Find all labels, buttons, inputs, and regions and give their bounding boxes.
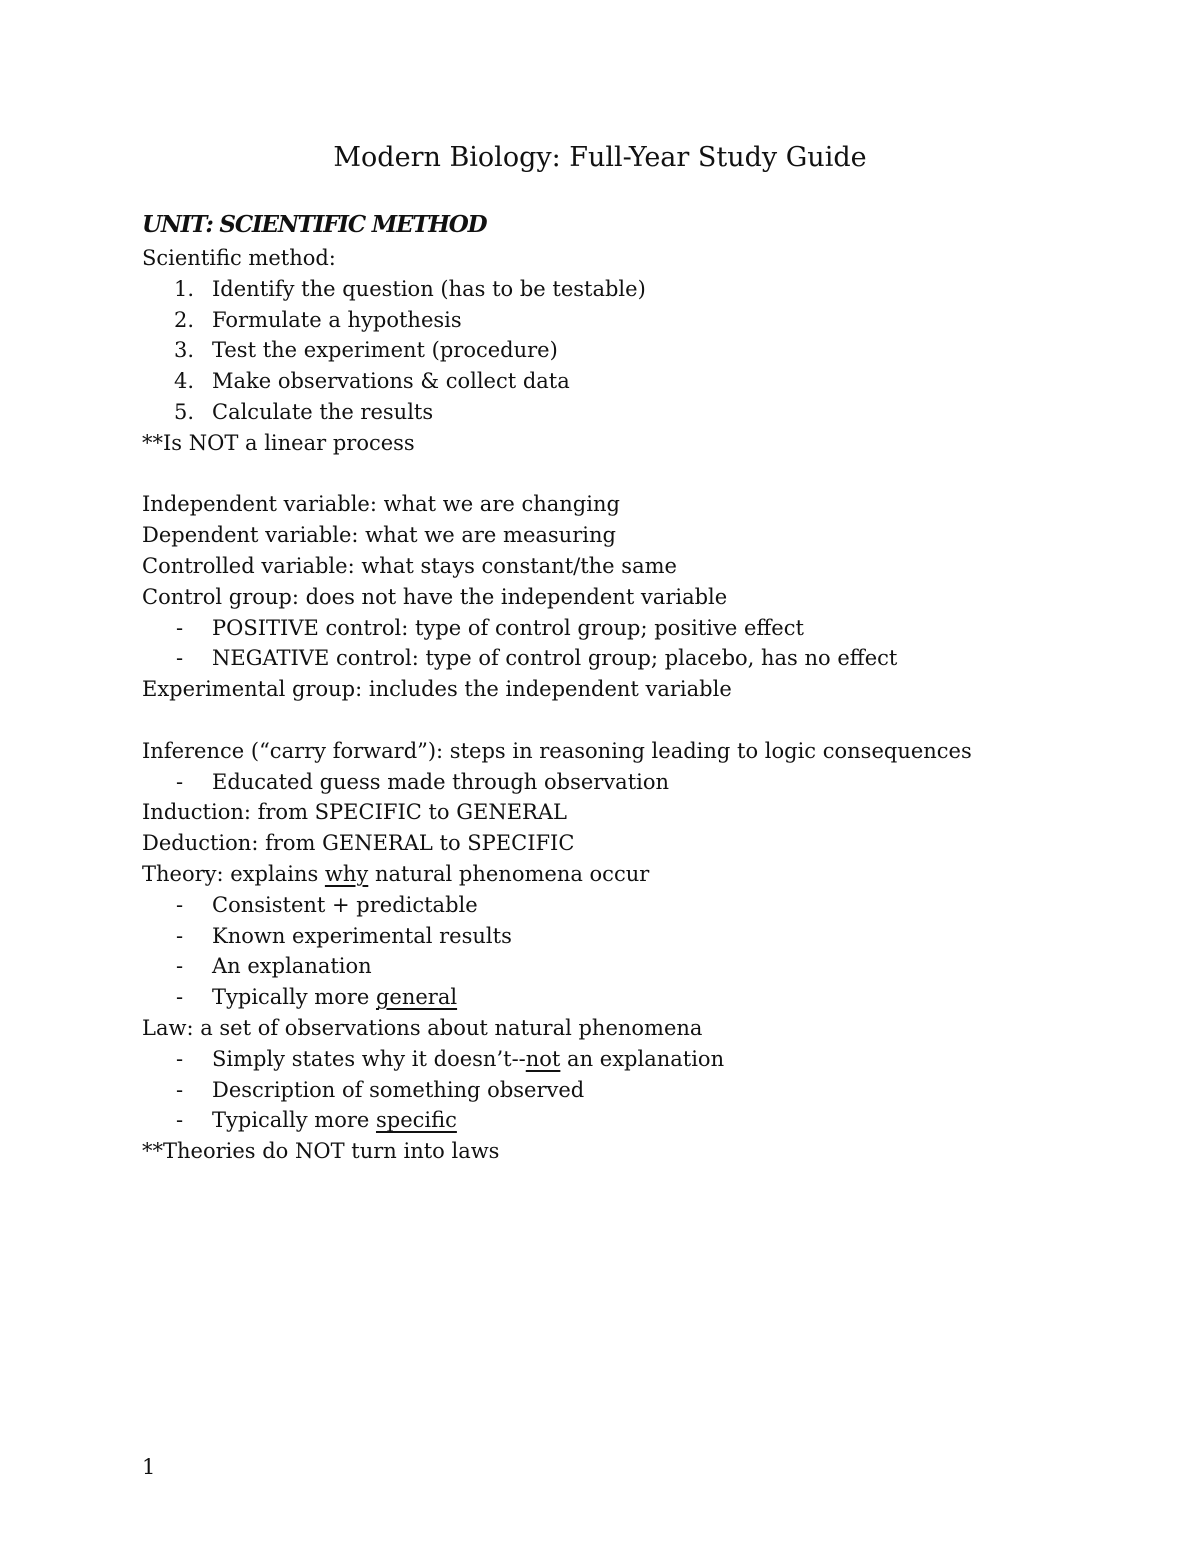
list-item: - Typically more specific bbox=[142, 1105, 1122, 1136]
list-item: - Typically more general bbox=[142, 982, 1122, 1013]
list-marker: 2. bbox=[174, 307, 195, 332]
list-item-text: Description of something observed bbox=[212, 1077, 585, 1102]
list-item-text: Consistent + predictable bbox=[212, 892, 478, 917]
page-number: 1 bbox=[142, 1455, 156, 1479]
list-item bbox=[142, 305, 1122, 336]
experimental-group-line: Experimental group: includes the independent variable bbox=[142, 677, 732, 702]
theory-line: Theory: explains why natural phenomena occur bbox=[142, 861, 650, 886]
bullet-dash: - bbox=[176, 954, 184, 979]
list-item bbox=[142, 335, 1122, 366]
bullet-dash: - bbox=[176, 923, 184, 948]
list-item bbox=[142, 643, 1122, 674]
control-group-line: Control group: does not have the independent variable bbox=[142, 584, 728, 609]
list-item-text: NEGATIVE control: type of control group; placebo, has no effect bbox=[212, 646, 898, 671]
induction-line: Induction: from SPECIFIC to GENERAL bbox=[142, 800, 567, 825]
list-item: - Simply states why it doesn’t--not an explanation bbox=[142, 1044, 1122, 1075]
underlined-word: specific bbox=[375, 1108, 457, 1133]
law-line: Law: a set of observations about natural phenomena bbox=[142, 1015, 703, 1040]
bullet-dash: - bbox=[176, 1108, 184, 1133]
underlined-word: general bbox=[375, 985, 458, 1010]
list-item-text: POSITIVE control: type of control group; positive effect bbox=[212, 615, 804, 640]
sci-method-heading: Scientific method: bbox=[142, 246, 336, 270]
list-item-text: Identify the question (has to be testable) bbox=[212, 276, 646, 301]
bullet-dash: - bbox=[176, 615, 184, 640]
spacer bbox=[142, 705, 1122, 736]
list-item bbox=[142, 613, 1122, 644]
inference-line: Inference (“carry forward”): steps in reasoning leading to logic consequences bbox=[142, 738, 972, 763]
list-item bbox=[142, 397, 1122, 428]
bullet-dash: - bbox=[176, 892, 184, 917]
list-marker: 4. bbox=[174, 369, 195, 394]
list-item-text: Calculate the results bbox=[212, 399, 434, 424]
independent-variable-line: Independent variable: what we are changing bbox=[142, 492, 620, 517]
list-item-text: Make observations & collect data bbox=[212, 369, 570, 394]
underlined-word: not bbox=[525, 1046, 561, 1071]
deduction-line: Deduction: from GENERAL to SPECIFIC bbox=[142, 831, 575, 856]
bullet-dash: - bbox=[176, 769, 184, 794]
controlled-variable-line: Controlled variable: what stays constant/the same bbox=[142, 553, 677, 578]
list-marker: 5. bbox=[174, 399, 195, 424]
list-item bbox=[142, 1075, 1122, 1106]
final-note: **Theories do NOT turn into laws bbox=[142, 1139, 500, 1164]
list-item-text: Formulate a hypothesis bbox=[212, 307, 462, 332]
bullet-dash: - bbox=[176, 1046, 184, 1071]
unit-heading: UNIT: SCIENTIFIC METHOD bbox=[142, 211, 487, 238]
dependent-variable-line: Dependent variable: what we are measuring bbox=[142, 523, 616, 548]
list-item bbox=[142, 274, 1122, 305]
document-body bbox=[142, 207, 1122, 1167]
bullet-dash: - bbox=[176, 985, 184, 1010]
list-item bbox=[142, 366, 1122, 397]
list-item bbox=[142, 890, 1122, 921]
list-item-text: An explanation bbox=[212, 954, 372, 979]
list-item-text: Test the experiment (procedure) bbox=[212, 338, 558, 363]
document-title: Modern Biology: Full-Year Study Guide bbox=[333, 142, 867, 173]
list-item-text: Known experimental results bbox=[212, 923, 512, 948]
list-marker: 1. bbox=[174, 276, 195, 301]
sci-method-note: **Is NOT a linear process bbox=[142, 430, 415, 455]
list-item bbox=[142, 921, 1122, 952]
spacer bbox=[142, 459, 1122, 490]
bullet-dash: - bbox=[176, 646, 184, 671]
underlined-word: why bbox=[324, 861, 369, 886]
list-marker: 3. bbox=[174, 338, 195, 363]
list-item-text: Educated guess made through observation bbox=[212, 769, 670, 794]
list-item bbox=[142, 951, 1122, 982]
list-item bbox=[142, 767, 1122, 798]
bullet-dash: - bbox=[176, 1077, 184, 1102]
